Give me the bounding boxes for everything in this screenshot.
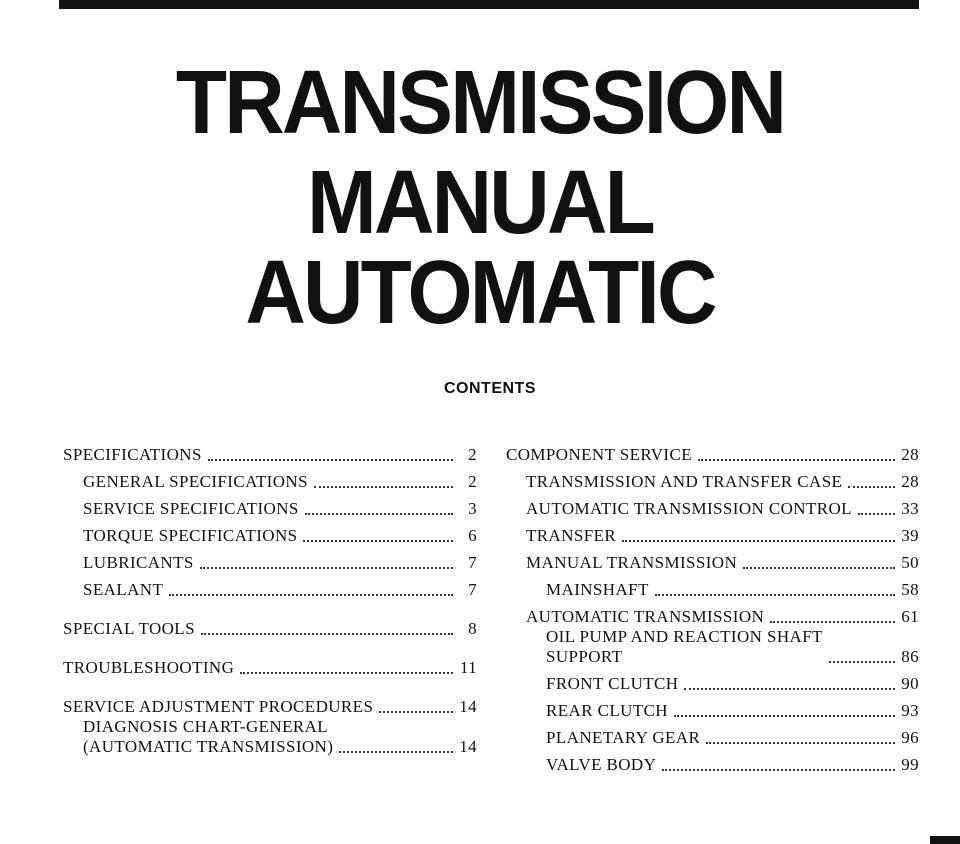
toc-label: SEALANT [83,580,164,599]
toc-page: 7 [468,580,477,599]
page-corner-tab [930,836,960,844]
leader-dots [201,632,453,635]
toc-label: SPECIFICATIONS [63,445,202,464]
toc-label: REAR CLUTCH [546,701,668,720]
toc-right-column [506,438,919,775]
toc-entry-rear-clutch[interactable] [506,694,919,721]
toc-label: OIL PUMP AND REACTION SHAFT SUPPORT [546,627,823,666]
toc-label: SERVICE SPECIFICATIONS [83,499,299,518]
toc-label: MANUAL TRANSMISSION [526,553,738,572]
toc-page: 86 [901,647,919,666]
toc-label: TRANSFER [526,526,617,545]
toc-label: AUTOMATIC TRANSMISSION CONTROL [526,499,852,518]
toc-page: 3 [468,499,477,518]
toc-label: SPECIAL TOOLS [63,619,195,638]
leader-dots [655,593,895,596]
leader-dots [829,660,895,663]
toc-page: 28 [901,472,919,491]
toc-page: 14 [459,697,477,716]
toc-entry-automatic-transmission[interactable] [506,600,919,627]
toc-page: 58 [901,580,919,599]
toc-entry-specifications[interactable] [63,438,477,465]
leader-dots [622,539,895,542]
contents-heading: CONTENTS [444,380,536,397]
toc-page: 96 [901,728,919,747]
toc-entry-transfer[interactable] [506,519,919,546]
toc-entry-oil-pump-and-reaction-shaft-support[interactable] [506,627,919,667]
leader-dots [706,741,895,744]
toc-entry-component-service[interactable] [506,438,919,465]
leader-dots [303,539,453,542]
toc-entry-valve-body[interactable] [506,748,919,775]
toc-entry-lubricants[interactable] [63,546,477,573]
toc-entry-diagnosis-chart-general[interactable] [63,717,477,757]
toc-page: 61 [901,607,919,626]
toc-page: 99 [901,755,919,774]
title-line-3: AUTOMATIC [245,243,715,343]
toc-entry-manual-transmission[interactable] [506,546,919,573]
title-line-2: MANUAL [307,153,653,253]
toc-label: TROUBLESHOOTING [63,658,235,677]
leader-dots [208,458,453,461]
toc-entry-planetary-gear[interactable] [506,721,919,748]
leader-dots [674,714,895,717]
toc-entry-automatic-transmission-control[interactable] [506,492,919,519]
toc-left-column [63,438,477,757]
toc-entry-front-clutch[interactable] [506,667,919,694]
toc-page: 6 [468,526,477,545]
leader-dots [169,593,453,596]
toc-entry-service-adjustment-procedures[interactable] [63,690,477,717]
leader-dots [743,566,895,569]
toc-entry-general-specifications[interactable] [63,465,477,492]
top-rule [59,0,919,9]
toc-label: MAINSHAFT [546,580,649,599]
toc-label: FRONT CLUTCH [546,674,679,693]
toc-label: PLANETARY GEAR [546,728,701,747]
leader-dots [200,566,453,569]
toc-label: VALVE BODY [546,755,657,774]
toc-label: TRANSMISSION AND TRANSFER CASE [526,472,843,491]
toc-label: SERVICE ADJUSTMENT PROCEDURES [63,697,374,716]
toc-entry-transmission-and-transfer-case[interactable] [506,465,919,492]
leader-dots [684,687,895,690]
toc-label: LUBRICANTS [83,553,194,572]
toc-label: GENERAL SPECIFICATIONS [83,472,308,491]
toc-label: AUTOMATIC TRANSMISSION [526,607,765,626]
toc-page: 33 [901,499,919,518]
toc-page: 50 [901,553,919,572]
toc-page: 2 [468,472,477,491]
toc-page: 90 [901,674,919,693]
toc-entry-torque-specifications[interactable] [63,519,477,546]
toc-page: 39 [901,526,919,545]
toc-label: TORQUE SPECIFICATIONS [83,526,298,545]
toc-page: 28 [901,445,919,464]
toc-entry-special-tools[interactable] [63,612,477,639]
toc-page: 7 [468,553,477,572]
toc-label: COMPONENT SERVICE [506,445,693,464]
toc-entry-troubleshooting[interactable] [63,651,477,678]
toc-page: 11 [459,658,477,677]
toc-page: 93 [901,701,919,720]
leader-dots [240,671,453,674]
leader-dots [314,485,453,488]
toc-entry-service-specifications[interactable] [63,492,477,519]
leader-dots [339,750,453,753]
toc-entry-sealant[interactable] [63,573,477,600]
toc-entry-mainshaft[interactable] [506,573,919,600]
toc-page: 2 [468,445,477,464]
leader-dots [770,620,895,623]
leader-dots [662,768,895,771]
leader-dots [305,512,453,515]
toc-page: 14 [459,737,477,756]
leader-dots [858,512,895,515]
leader-dots [848,485,895,488]
toc-label: DIAGNOSIS CHART-GENERAL (AUTOMATIC TRANSMISSION) [83,717,334,756]
title-line-1: TRANSMISSION [175,53,785,153]
toc-page: 8 [468,619,477,638]
leader-dots [698,458,895,461]
leader-dots [379,710,453,713]
